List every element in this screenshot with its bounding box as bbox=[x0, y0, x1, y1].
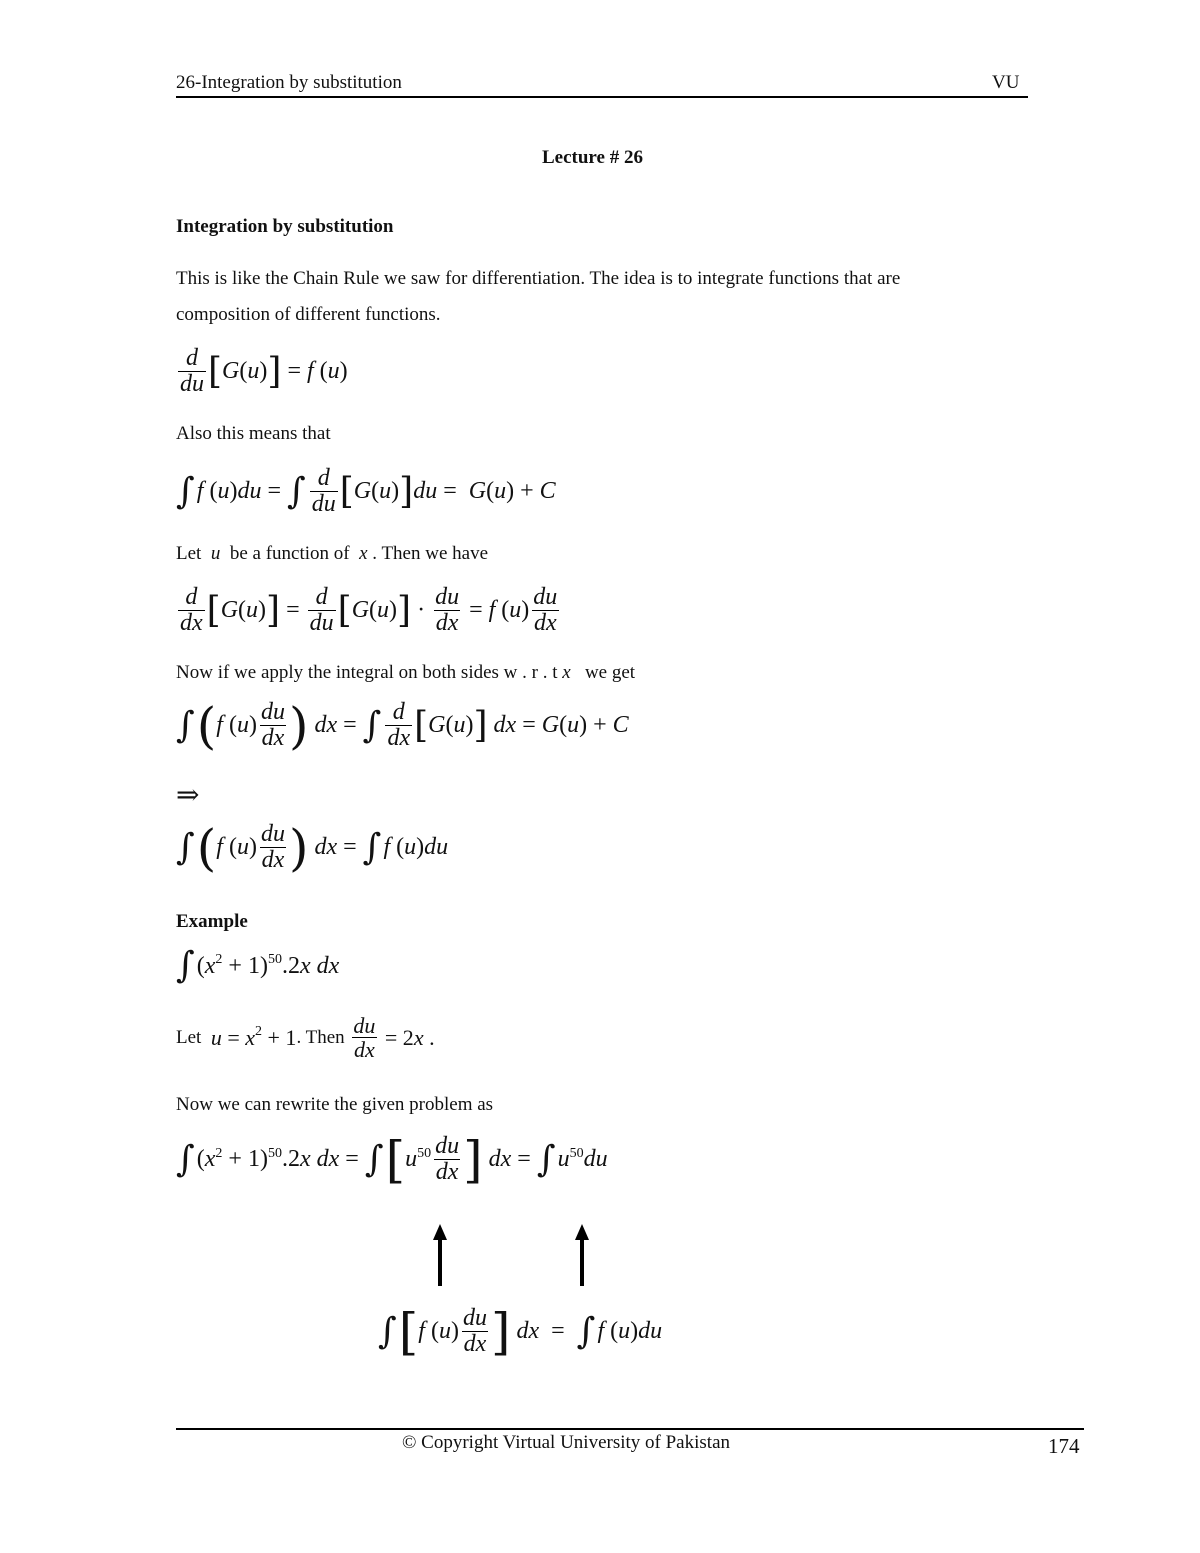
section-title: Integration by substitution bbox=[176, 216, 394, 237]
equation-chain-rule: $\frac{d}{dx}$ [ G ( u ) ] = $\frac{d}{du}$ [ G ( u ) ] · $\frac{du}{dx}$ = f ( u ) $\frac{du}{dx}$ bbox=[180, 584, 558, 637]
equation-integral-chain: ∫ ( f ( u ) $\frac{du}{dx}$ ) dx = ∫ $\frac{d}{dx}$ [ G ( u ) ] dx = G ( u ) + C bbox=[176, 696, 629, 755]
header-right: VU bbox=[992, 72, 1020, 93]
lecture-title: Lecture # 26 bbox=[542, 147, 643, 168]
example-title: Example bbox=[176, 911, 248, 932]
intro-line-1: This is like the Chain Rule we saw for differentiation. The idea is to integrate functions that are bbox=[176, 268, 901, 289]
equation-derivative-G: $\frac{d}{du}$ [ G ( u ) ] = f ( u ) bbox=[180, 345, 348, 398]
let-substitution-line: Let u = x 2 + 1 . Then $\frac{du}{dx}$ = 2 x . bbox=[176, 1013, 435, 1063]
arrow-up-right bbox=[570, 1222, 594, 1288]
header-rule bbox=[176, 96, 1028, 98]
implies-arrow: ⇒ bbox=[176, 780, 200, 811]
equation-rewritten: ∫ ( x 2 + 1) 50 .2 x dx = ∫ [ u 50 $\frac{du}{dx}$ ] dx = ∫ u 50 du bbox=[176, 1130, 608, 1189]
x-variable: x bbox=[359, 543, 368, 564]
rewrite-text: Now we can rewrite the given problem as bbox=[176, 1094, 494, 1115]
footer-copyright: © Copyright Virtual University of Pakistan bbox=[402, 1432, 731, 1453]
let-u-line: Let u be a function of x . Then we have bbox=[176, 543, 488, 564]
arrow-up-left bbox=[428, 1222, 452, 1288]
intro-line-2: composition of different functions. bbox=[176, 304, 441, 325]
equation-integral-f: ∫ f ( u ) du = ∫ $\frac{d}{du}$ [ G ( u ) ] du = G ( u ) + C bbox=[176, 465, 556, 518]
header-left: 26-Integration by substitution bbox=[176, 72, 402, 93]
equation-example-integral: ∫ ( x 2 + 1) 50 .2 x dx bbox=[176, 945, 340, 986]
u-variable: u bbox=[210, 543, 221, 564]
page-number: 174 bbox=[1048, 1434, 1080, 1458]
apply-integral-line: Now if we apply the integral on both sides w . r . t x we get bbox=[176, 662, 636, 683]
also-text: Also this means that bbox=[176, 423, 331, 444]
footer-rule bbox=[176, 1428, 1084, 1430]
equation-substitution-rule: ∫ ( f ( u ) $\frac{du}{dx}$ ) dx = ∫ f ( u ) du bbox=[176, 818, 449, 877]
equation-general-form: ∫ [ f ( u ) $\frac{du}{dx}$ ] dx = ∫ f ( u ) du bbox=[378, 1302, 663, 1361]
